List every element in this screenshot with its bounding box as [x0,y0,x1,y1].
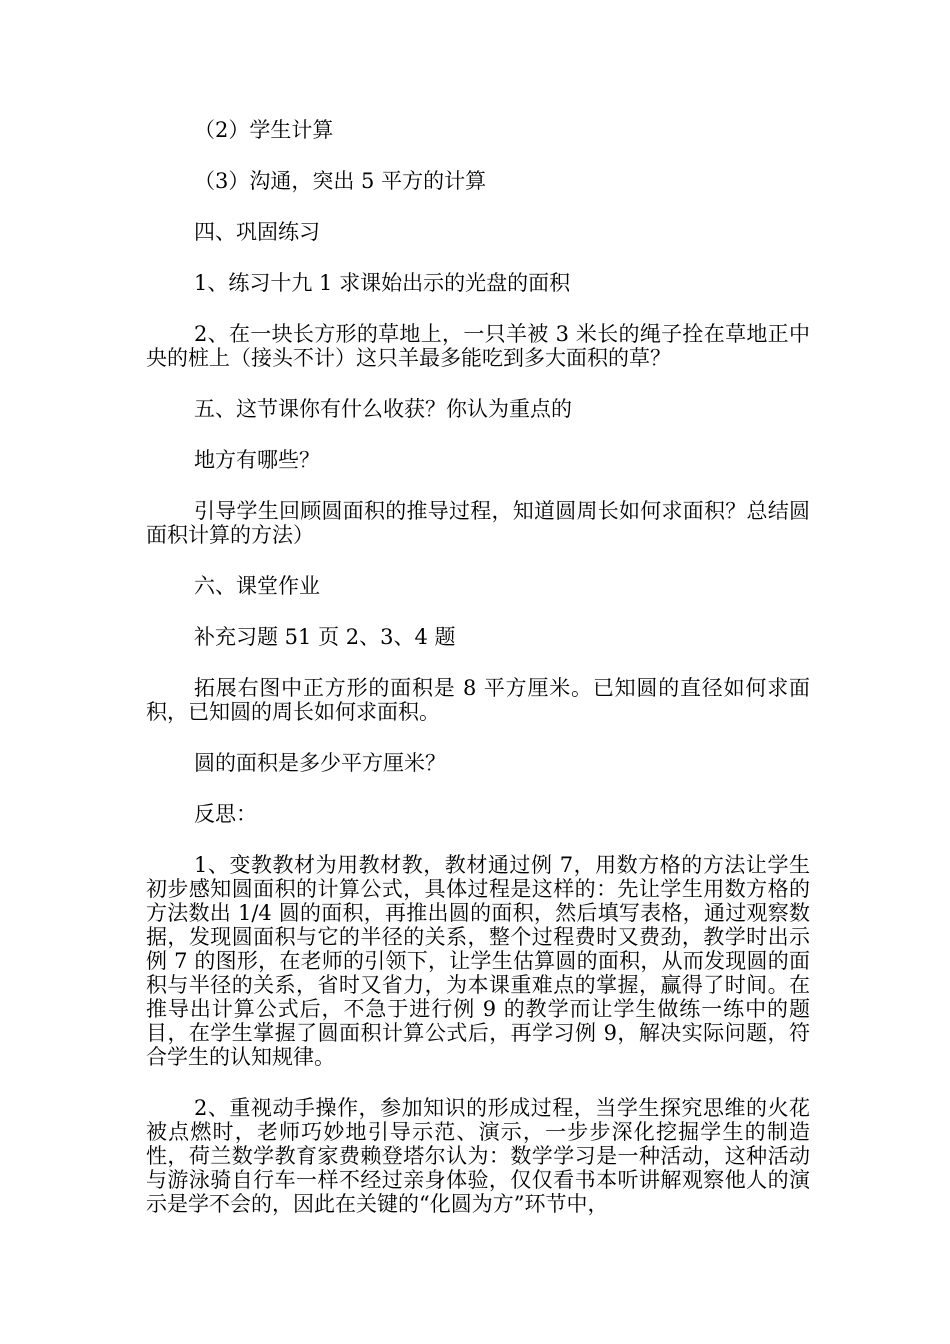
paragraph-review-guidance: 引导学生回顾圆面积的推导过程，知道圆周长如何求面积？总结圆面积计算的方法） [146,499,810,547]
heading-classwork: 六、课堂作业 [194,574,320,598]
paragraph-circle-area-question: 圆的面积是多少平方厘米？ [194,751,446,775]
paragraph-exercise-2: 2、在一块长方形的草地上，一只羊被 3 米长的绳子拴在草地正中央的桩上（接头不计）这只羊最多能吃到多大面积的草？ [146,322,810,370]
heading-lesson-gains: 五、这节课你有什么收获？你认为重点的 [194,397,572,421]
document-body [146,118,810,1243]
paragraph-reflection-2: 2、重视动手操作，参加知识的形成过程，当学生探究思维的火花被点燃时，老师巧妙地引导示范、演示，一步步深化挖掘学生的制造性，荷兰数学教育家费赖登塔尔认为：数学学习是一种活动，这种活动与游泳骑自行车一样不经过亲身体验，仅仅看书本听讲解观察他人的演示是学不会的，因此在关键的“化圆为方”环节中， [146,1096,810,1216]
paragraph-student-calc: （2）学生计算 [194,118,334,142]
paragraph-key-points: 地方有哪些？ [194,448,320,472]
heading-consolidation-practice: 四、巩固练习 [194,220,320,244]
paragraph-exercise-1: 1、练习十九 1 求课始出示的光盘的面积 [194,271,571,295]
paragraph-communicate: （3）沟通，突出 5 平方的计算 [194,169,487,193]
paragraph-reflection-1: 1、变教教材为用教材教，教材通过例 7，用数方格的方法让学生初步感知圆面积的计算公式，具体过程是这样的：先让学生用数方格的方法数出 1/4 圆的面积，再推出圆的面积，然后填写表格，通过观察数据，发现圆面积与它的半径的关系，整个过程费时又费劲，教学时出示例 7 的图形，在老师的引领下，让学生估算圆的面积，从而发现圆的面积与半径的关系，省时又省力，为本课重难点的掌握，赢得了时间。在推导出计算公式后，不急于进行例 9 的教学而让学生做练一练中的题目，在学生掌握了圆面积计算公式后，再学习例 9，解决实际问题，符合学生的认知规律。 [146,853,810,1069]
heading-reflection: 反思： [194,802,257,826]
paragraph-supplementary-exercises: 补充习题 51 页 2、3、4 题 [194,625,456,649]
paragraph-extension: 拓展右图中正方形的面积是 8 平方厘米。已知圆的直径如何求面积，已知圆的周长如何求面积。 [146,676,810,724]
